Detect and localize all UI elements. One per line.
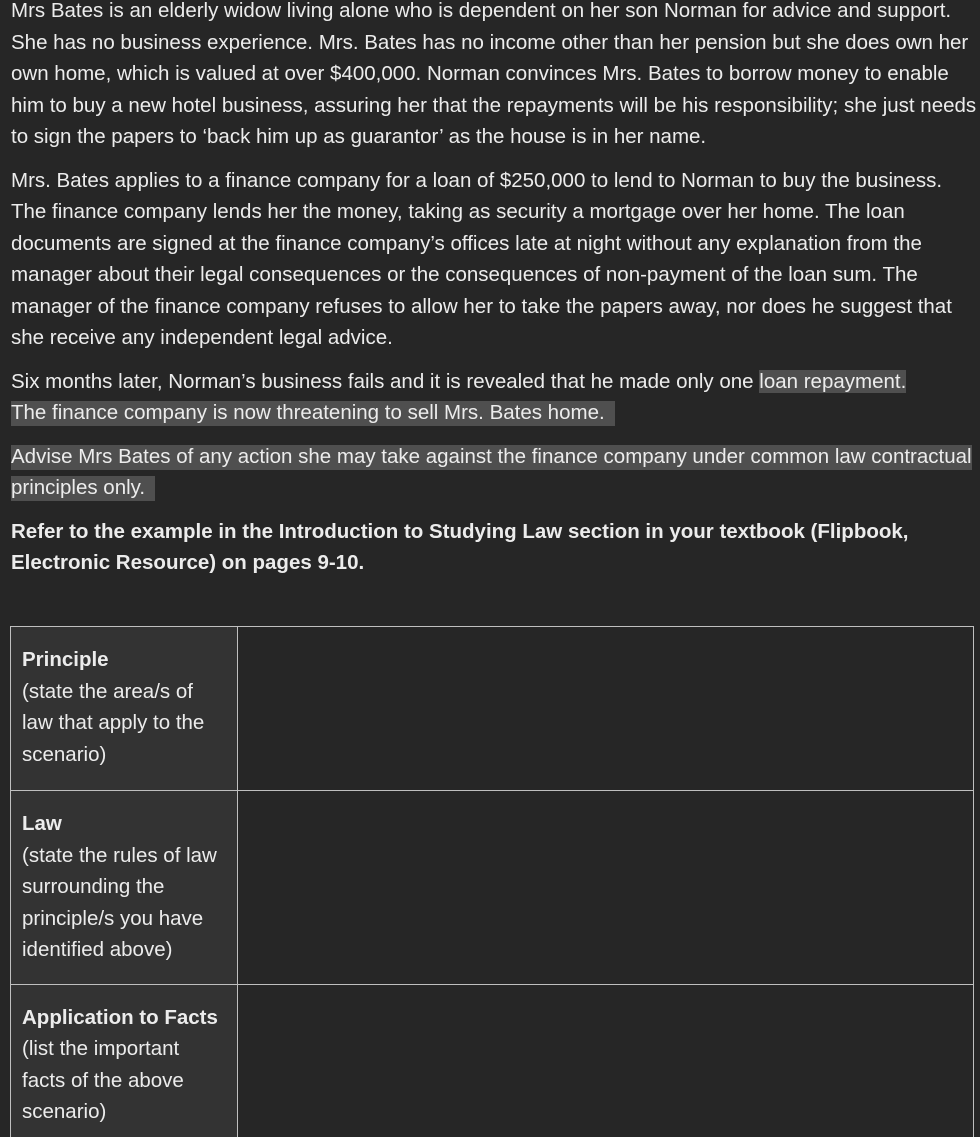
scenario-paragraph-3 [11, 366, 979, 429]
highlighted-text: loan repayment. [759, 369, 907, 393]
law-label-cell [11, 791, 238, 985]
principle-answer-cell[interactable] [238, 627, 974, 791]
document-body [11, 0, 979, 591]
scenario-paragraph-1: Mrs Bates is an elderly widow living alone who is dependent on her son Norman for advice and support. She has no business experience. Mrs. Bates has no income other than her pension but she does own her own home, which is valued at over $400,000. Norman convinces Mrs. Bates to borrow money to enable him to buy a new hotel business, assuring her that the repayments will be his responsibility; she just needs to sign the papers to ‘back him up as guarantor’ as the house is in her name. [11, 0, 977, 148]
table-row-application [11, 984, 974, 1137]
highlighted-question: Advise Mrs Bates of any action she may take against the finance company under common law contractual principles only. [11, 444, 972, 499]
principle-description: (state the area/s of law that apply to the scenario) [22, 679, 205, 766]
principle-label-cell [11, 627, 238, 791]
question-paragraph [11, 441, 979, 504]
law-title: Law [22, 812, 62, 835]
application-answer-cell[interactable] [238, 984, 974, 1137]
instruction-paragraph: Refer to the example in the Introduction to Studying Law section in your textbook (Flipbook, Electronic Resource) on pages 9-10. [11, 519, 909, 574]
table-row-principle [11, 627, 974, 791]
application-label-cell [11, 984, 238, 1137]
application-title: Application to Facts [22, 1005, 218, 1029]
scenario-paragraph-3-text: Six months later, Norman’s business fails and it is revealed that he made only one [11, 369, 760, 393]
law-answer-cell[interactable] [238, 791, 974, 985]
table-row-law [11, 791, 974, 985]
application-description: (list the important facts of the above scenario) [22, 1037, 184, 1123]
answer-table [10, 626, 974, 1137]
scenario-paragraph-2: Mrs. Bates applies to a finance company for a loan of $250,000 to lend to Norman to buy the business. The finance company lends her the money, taking as security a mortgage over her home. The loan documents are signed at the finance company’s offices late at night without any explanation from the manager about their legal consequences or the consequences of non-payment of the loan sum. The manager of the finance company refuses to allow her to take the papers away, nor does he suggest that she receive any independent legal advice. [11, 168, 952, 349]
principle-title: Principle [22, 648, 109, 671]
highlighted-text: The finance company is now threatening to sell Mrs. Bates home. [11, 401, 615, 426]
law-description: (state the rules of law surrounding the principle/s you have identified above) [22, 843, 217, 961]
